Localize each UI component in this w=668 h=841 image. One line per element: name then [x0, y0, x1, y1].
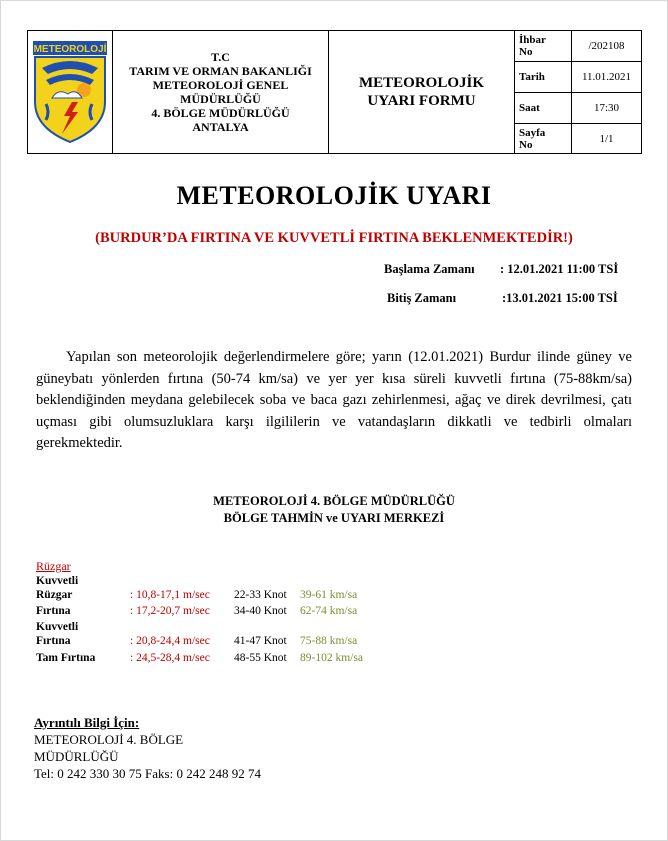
meta-value-tarih: 11.01.2021	[572, 62, 642, 93]
wind-row-label-top: Kuvvetli	[36, 575, 79, 587]
wind-row-label-text: Rüzgar	[36, 589, 73, 601]
org-line: MÜDÜRLÜĞÜ	[180, 92, 261, 106]
center-heading-2: BÖLGE TAHMİN ve UYARI MERKEZİ	[223, 511, 445, 525]
meta-label-tarih	[515, 62, 572, 93]
wind-speed-ms: : 10,8-17,1 m/sec	[130, 589, 210, 601]
wind-speed-kmh: 62-74 km/sa	[300, 605, 358, 617]
contact-heading: Ayrıntılı Bilgi İçin:	[34, 715, 140, 730]
meta-label-text: Sayfa	[519, 126, 546, 139]
logo-cell	[28, 31, 113, 154]
meteoroloji-logo	[32, 40, 108, 144]
meta-value-ihbar: /202108	[572, 31, 642, 62]
meta-label-text: Saat	[519, 102, 540, 114]
contact-phone: Tel: 0 242 330 30 75 Faks: 0 242 248 92 74	[34, 766, 261, 781]
page-title: METEOROLOJİK UYARI	[176, 181, 492, 210]
wind-speed-ms: : 17,2-20,7 m/sec	[130, 605, 210, 617]
wind-speed-knot: 48-55 Knot	[234, 652, 287, 664]
wind-row-label-top: Kuvvetli	[36, 621, 79, 633]
start-time-label: Başlama Zamanı	[384, 262, 475, 276]
wind-speed-knot: 41-47 Knot	[234, 635, 287, 647]
end-time-label: Bitiş Zamanı	[387, 291, 457, 305]
wind-row-label-text: Tam Fırtına	[36, 652, 96, 664]
organization-cell	[113, 31, 329, 154]
wind-row-label-text: Fırtına	[36, 605, 71, 617]
wind-row-label	[36, 575, 126, 601]
logo-text: METEOROLOJİ	[33, 44, 107, 55]
end-time-value: :13.01.2021 15:00 TSİ	[502, 291, 618, 305]
wind-section-title: Rüzgar	[36, 559, 71, 573]
wind-speed-kmh: 89-102 km/sa	[300, 652, 363, 664]
contact-line: MÜDÜRLÜĞÜ	[34, 749, 119, 764]
contact-line: METEOROLOJİ 4. BÖLGE	[34, 732, 184, 747]
wind-row-label	[36, 652, 126, 664]
wind-speed-knot: 22-33 Knot	[234, 589, 287, 601]
meta-value-sayfa: 1/1	[572, 124, 642, 154]
form-title-line: METEOROLOJİK	[358, 75, 485, 91]
form-title-line: UYARI FORMU	[367, 93, 476, 109]
wind-row-label-text: Fırtına	[36, 635, 71, 647]
org-line: TARIM VE ORMAN BAKANLIĞI	[129, 64, 312, 78]
meta-label-text: İhbar	[519, 34, 546, 46]
center-heading-1: METEOROLOJİ 4. BÖLGE MÜDÜRLÜĞÜ	[213, 494, 455, 508]
header-table	[27, 30, 642, 154]
meta-label-ihbar	[515, 31, 572, 62]
meta-label-text: No	[519, 46, 533, 58]
org-line: 4. BÖLGE MÜDÜRLÜĞÜ	[151, 106, 290, 120]
meta-label-sayfa	[515, 124, 572, 154]
meta-label-text: No	[519, 138, 533, 151]
form-title-cell	[329, 31, 515, 154]
meta-label-saat	[515, 93, 572, 124]
wind-speed-ms: : 20,8-24,4 m/sec	[130, 635, 210, 647]
wind-row-label	[36, 621, 126, 647]
warning-subtitle: (BURDUR’DA FIRTINA VE KUVVETLİ FIRTINA BEKLENMEKTEDİR!)	[95, 230, 573, 246]
wind-speed-kmh: 39-61 km/sa	[300, 589, 358, 601]
wind-row-label	[36, 605, 126, 617]
warning-paragraph: Yapılan son meteorolojik değerlendirmelere göre; yarın (12.01.2021) Burdur ilinde güney ve güneybatı yönlerden fırtına (50-74 km/sa) ve yer yer kısa süreli kuvvetli fırtına (75-88km/sa) beklendiğinden meydana gelebilecek soba ve baca gazı zehirlenmesi, ağaç ve direk devrilmesi, çatı uçması gibi olumsuzluklara karşı ilgililerin ve vatandaşların dikkatli ve tedbirli olmaları gerekmektedir.	[36, 349, 632, 451]
org-line: T.C	[211, 50, 230, 64]
meta-value-saat: 17:30	[572, 93, 642, 124]
wind-speed-kmh: 75-88 km/sa	[300, 635, 358, 647]
wind-speed-ms: : 24,5-28,4 m/sec	[130, 652, 210, 664]
org-line: ANTALYA	[192, 120, 249, 134]
meta-label-text: Tarih	[519, 71, 545, 83]
org-line: METEOROLOJİ GENEL	[152, 78, 289, 92]
start-time-value: : 12.01.2021 11:00 TSİ	[500, 262, 619, 276]
contact-block	[34, 714, 261, 782]
wind-speed-knot: 34-40 Knot	[234, 605, 287, 617]
